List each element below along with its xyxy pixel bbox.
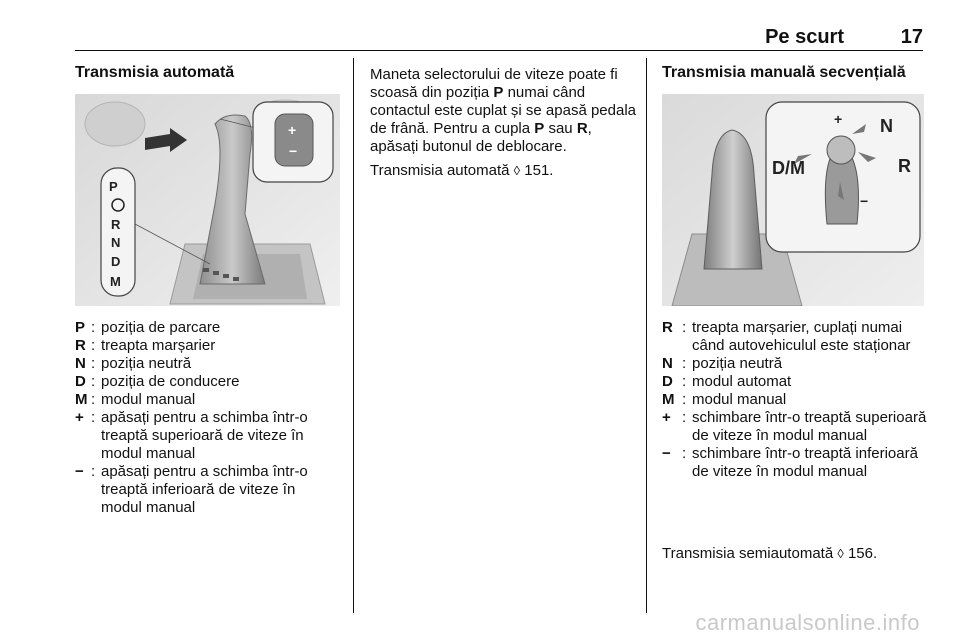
legend-row-plus: + : apăsați pentru a schimba într-o treaptă superioară de viteze în modul manual [75, 409, 308, 462]
figure-label-plus: + [834, 111, 843, 127]
xref-automatic[interactable]: Transmisia automată ◊ 151. [370, 162, 554, 179]
legend-row-d: D : poziția de conducere [75, 373, 240, 390]
sequential-gear-illustration [662, 94, 924, 306]
sequential-gear-figure [662, 94, 924, 306]
page-number: 17 [900, 26, 923, 48]
watermark: carmanualsonline.info [695, 610, 920, 635]
reference-arrow-icon: ◊ [513, 163, 521, 178]
legend-row-p: P : poziția de parcare [75, 319, 221, 336]
section-title-sequential: Transmisia manuală secvențială [662, 64, 906, 81]
legend-sequential [662, 319, 927, 481]
legend-automatic [75, 319, 340, 517]
figure-minus-sign: − [289, 143, 298, 159]
legend-row-minus: − : schimbare într-o treaptă inferioară de viteze în modul manual [662, 445, 918, 480]
figure-letter-r: R [111, 217, 121, 232]
xref-semiautomatic[interactable]: Transmisia semiautomată ◊ 156. [662, 545, 878, 562]
automatic-gear-figure [75, 94, 340, 306]
legend-row-m: M : modul manual [75, 391, 196, 408]
selector-lever-paragraph: Maneta selectorului de viteze poate fi scoasă din poziția P numai când contactul este cuplat și se apasă pedala de frână. Pentru a cupla P sau R, apăsați butonul de deblocare. [370, 66, 637, 155]
figure-label-minus: − [860, 193, 869, 209]
figure-letter-d: D [111, 254, 121, 269]
legend-row-m: M : modul manual [662, 391, 787, 408]
reference-arrow-icon: ◊ [837, 546, 844, 561]
section-title-automatic: Transmisia automată [75, 64, 235, 81]
figure-letter-n: N [111, 235, 121, 250]
figure-plus-sign: + [288, 122, 297, 138]
legend-row-plus: + : schimbare într-o treaptă superioară de viteze în modul manual [662, 409, 927, 444]
legend-row-r: R : treapta marșarier [75, 337, 216, 354]
running-header-title: Pe scurt [765, 26, 844, 48]
legend-row-r: R : treapta marșarier, cuplați numai când autovehiculul este staționar [662, 319, 911, 354]
figure-letter-m: M [110, 274, 121, 289]
column-separator-left [353, 58, 354, 613]
figure-label-r: R [898, 156, 911, 176]
legend-row-n: N : poziția neutră [75, 355, 192, 372]
header-rule [75, 50, 923, 51]
figure-label-dm: D/M [772, 158, 805, 178]
figure-label-n: N [880, 116, 893, 136]
column-separator-right [646, 58, 647, 613]
legend-row-d: D : modul automat [662, 373, 792, 390]
legend-row-minus: − : apăsați pentru a schimba într-o treaptă inferioară de viteze în modul manual [75, 463, 308, 516]
figure-letter-p: P [109, 179, 118, 194]
legend-row-n: N : poziția neutră [662, 355, 783, 372]
automatic-gear-illustration [75, 94, 340, 306]
